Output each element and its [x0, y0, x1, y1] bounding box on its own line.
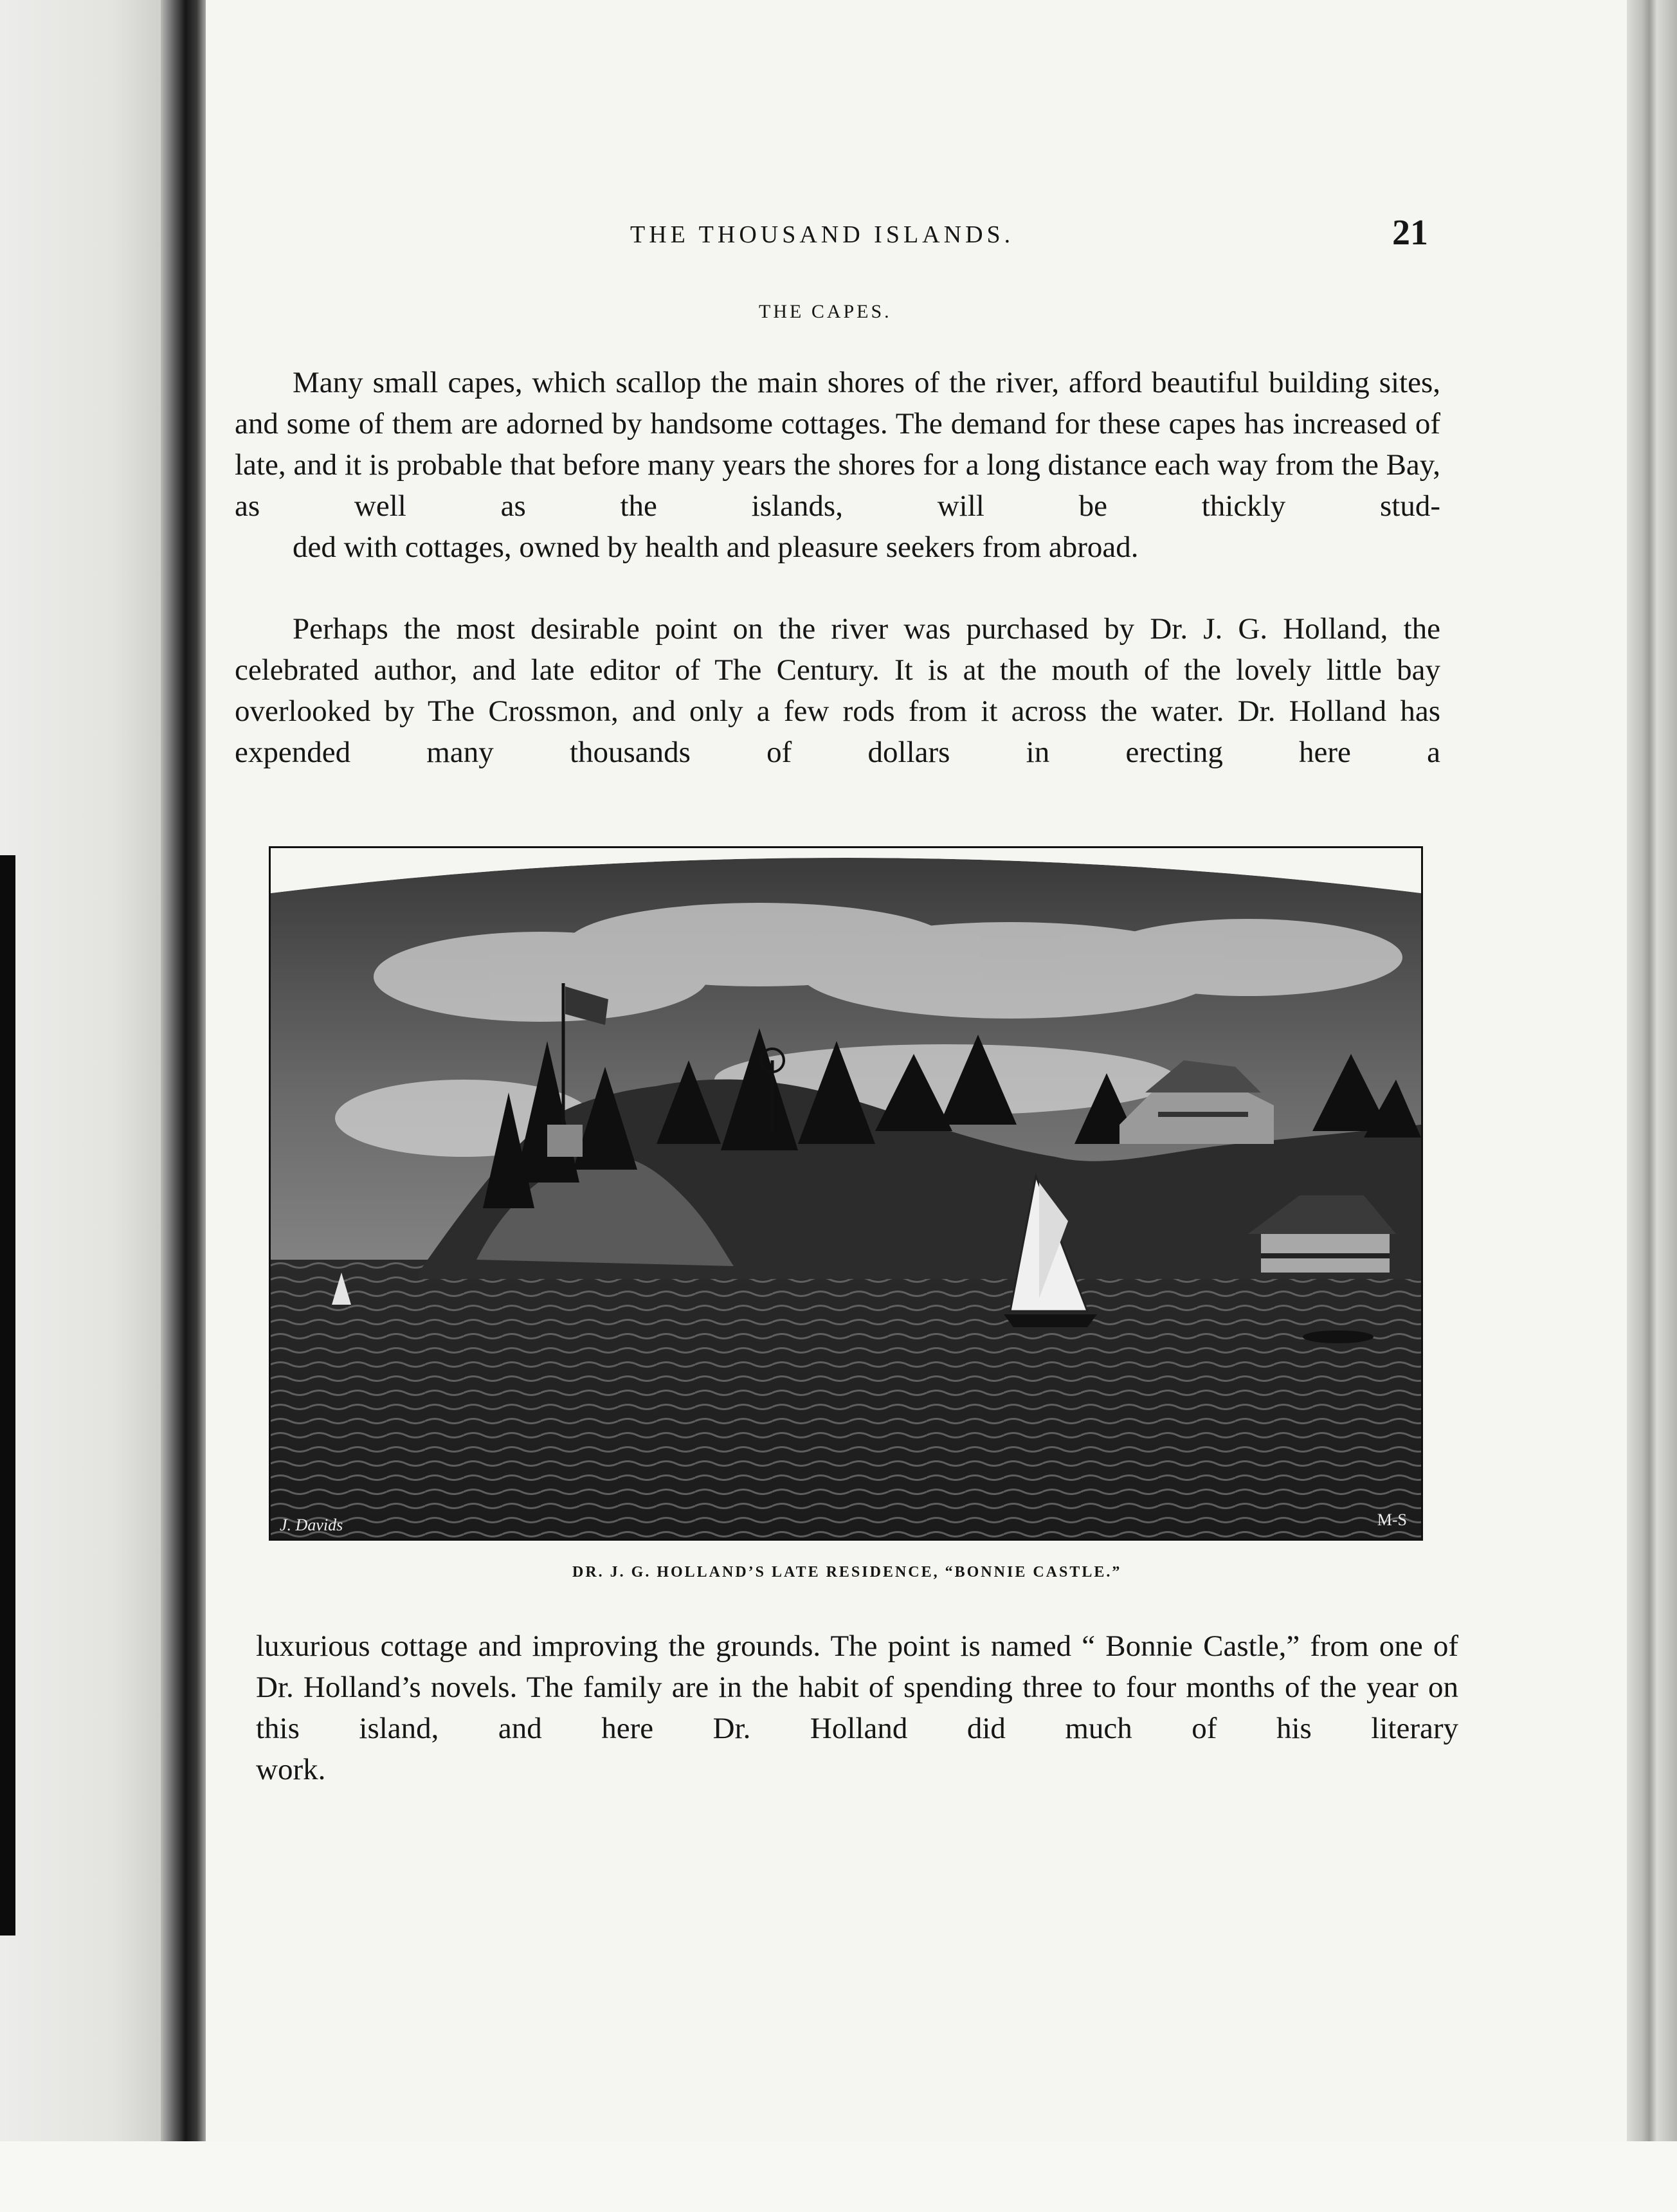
book-gutter: [161, 0, 206, 2212]
paragraph-last-line: ded with cottages, owned by health and pleasure seekers from abroad.: [293, 530, 1139, 564]
engraving-illustration: [269, 846, 1423, 1541]
paragraph-capes: [235, 362, 1440, 568]
section-heading: THE CAPES.: [759, 301, 892, 322]
paragraph-last-line: work.: [256, 1753, 326, 1786]
paragraph-body: Perhaps the most desirable point on the river was purchased by Dr. J. G. Holland, the celebrated author, and late editor of The Century. It is at the mouth of the lovely little bay overlooked by The Crossmon, and only a few rods from it across the water. Dr. Holland has expended many thousands of dollars in erecting here a: [235, 612, 1440, 769]
engraving-scene: [271, 848, 1421, 1539]
running-title: THE THOUSAND ISLANDS.: [630, 221, 1015, 248]
figure-caption: DR. J. G. HOLLAND’S LATE RESIDENCE, “BONNIE CASTLE.”: [572, 1564, 1122, 1581]
paragraph-holland: [235, 608, 1440, 773]
page-stack-edge: [1627, 0, 1677, 2212]
page-number: 21: [1392, 213, 1428, 253]
left-facing-page: [0, 0, 161, 2212]
rowboat: [1303, 1330, 1373, 1343]
paragraph-body: luxurious cottage and improving the grounds. The point is named “ Bonnie Castle,” from one of Dr. Holland’s novels. The family are in the habit of spending three to four months of the year on this island, and here Dr. Holland did much of his literary: [256, 1629, 1458, 1745]
water-ripples: [271, 1260, 1421, 1539]
paragraph-bonnie-castle: [256, 1626, 1458, 1790]
scan-bottom-margin: [0, 2141, 1677, 2212]
paragraph-body: Many small capes, which scallop the main shores of the river, afford beautiful building sites, and some of them are adorned by handsome cottages. The demand for these capes has increased of late, and it is probable that before many years the shores for a long distance each way from the Bay, as well as the islands, will be thickly stud-: [235, 366, 1440, 523]
left-page-dark-edge: [0, 855, 15, 1936]
artist-signature: J. Davids: [280, 1516, 343, 1534]
artist-monogram: M-S: [1377, 1510, 1407, 1529]
